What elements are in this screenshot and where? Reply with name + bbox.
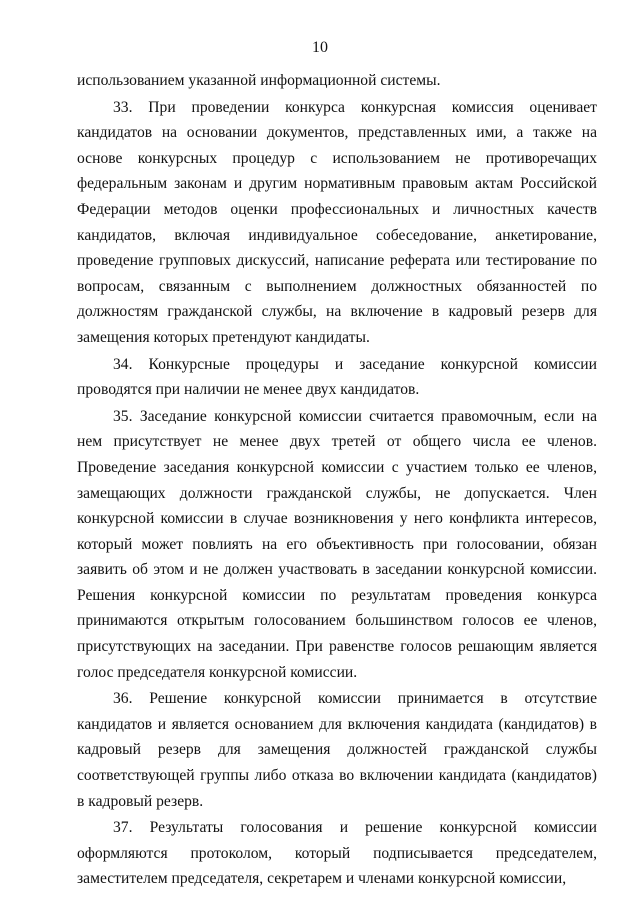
document-body <box>77 68 597 892</box>
paragraph-continuation: использованием указанной информационной системы. <box>77 72 441 89</box>
paragraph-item-37: 37. Результаты голосования и решение конкурсной комиссии оформляются протоколом, который подписывается председателем, заместителем председателя, секретарем и членами конкурсной комиссии, <box>77 819 597 888</box>
paragraph-item-35: 35. Заседание конкурсной комиссии считается правомочным, если на нем присутствует не менее двух третей от общего числа ее членов. Проведение заседания конкурсной комиссии с участием только ее членов, замещающих должности гражданской службы, не допускается. Член конкурсной комиссии в случае возникновения у него конфликта интересов, который может повлиять на его объективность при голосовании, обязан заявить об этом и не должен участвовать в заседании конкурсной комиссии. Решения конкурсной комиссии по результатам проведения конкурса принимаются открытым голосованием большинством голосов ее членов, присутствующих на заседании. При равенстве голосов решающим является голос председателя конкурсной комиссии. <box>77 407 597 681</box>
paragraph-item-36: 36. Решение конкурсной комиссии принимается в отсутствие кандидатов и является основанием для включения кандидата (кандидатов) в кадровый резерв для замещения должностей гражданской службы соответствующей группы либо отказа во включении кандидата (кандидатов) в кадровый резерв. <box>77 690 597 810</box>
page-number: 10 <box>312 39 328 56</box>
paragraph-item-33: 33. При проведении конкурса конкурсная комиссия оценивает кандидатов на основании документов, представленных ими, а также на основе конкурсных процедур с использованием не противоречащих федеральным законам и другим нормативным правовым актам Российской Федерации методов оценки профессиональных и личностных качеств кандидатов, включая индивидуальное собеседование, анкетирование, проведение групповых дискуссий, написание реферата или тестирование по вопросам, связанным с выполнением должностных обязанностей по должностям гражданской службы, на включение в кадровый резерв для замещения которых претендуют кандидаты. <box>77 98 597 346</box>
paragraph-item-34: 34. Конкурсные процедуры и заседание конкурсной комиссии проводятся при наличии не менее двух кандидатов. <box>77 355 597 399</box>
